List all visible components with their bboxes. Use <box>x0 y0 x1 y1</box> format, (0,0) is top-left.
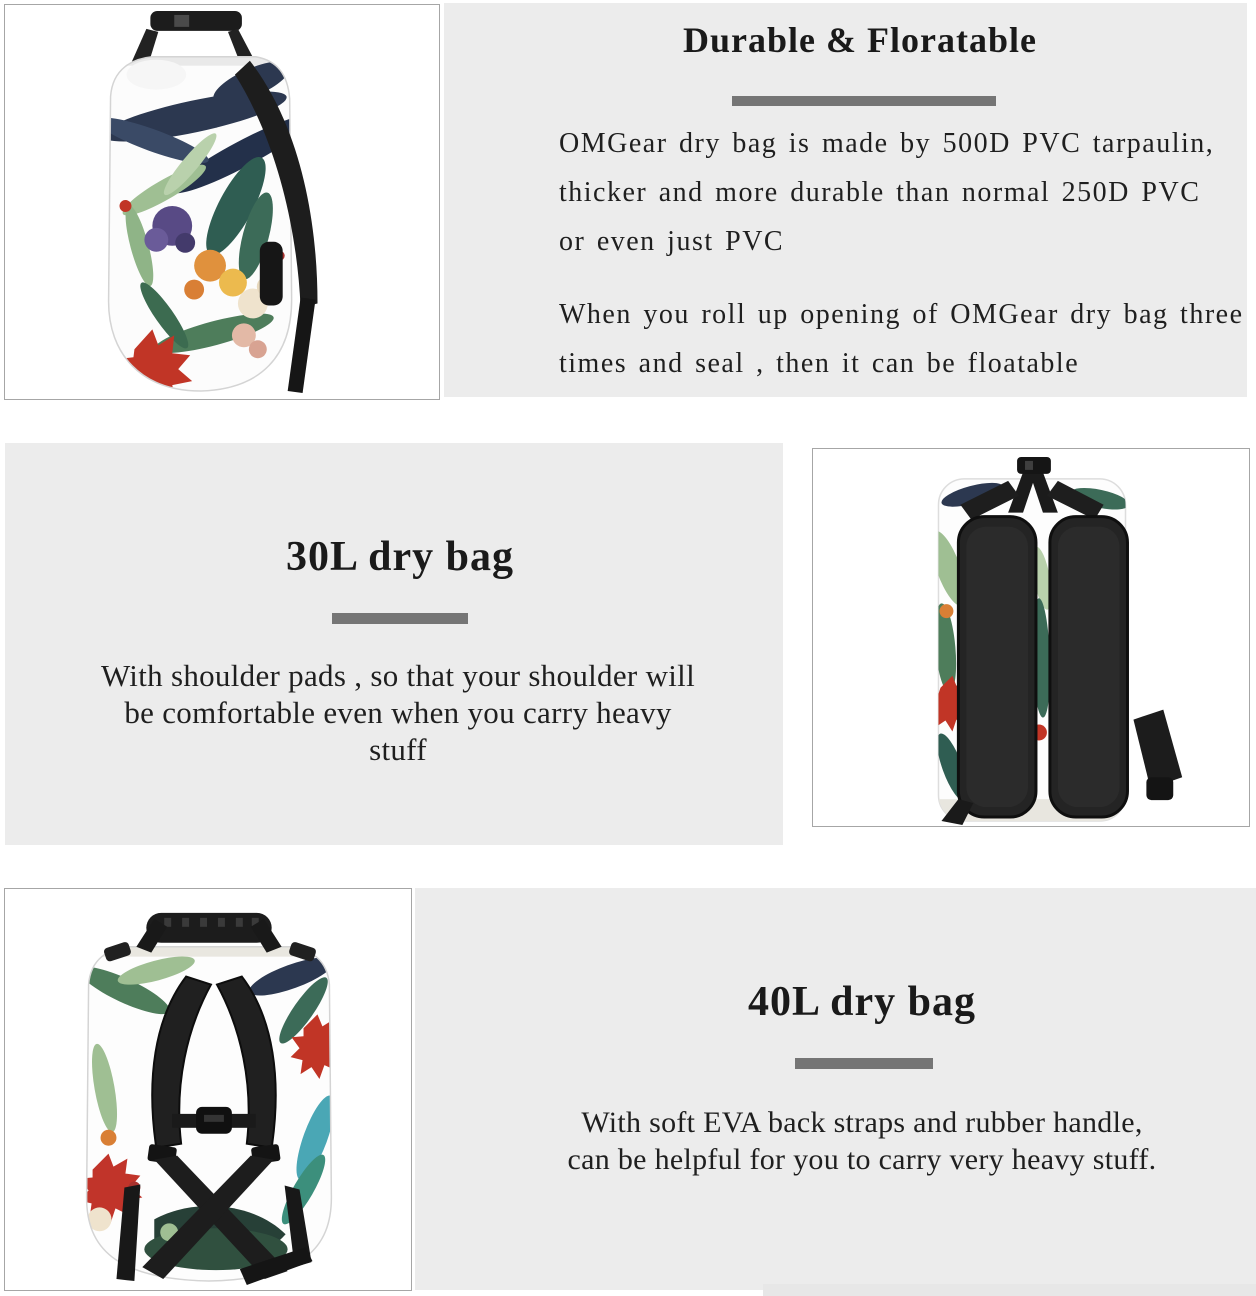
floral-dry-bag-front-image <box>5 5 439 399</box>
text-line: times and seal , then it can be floatable <box>559 348 1080 379</box>
section-divider <box>332 613 468 624</box>
dry-bag-back-straps-image <box>5 889 411 1290</box>
text-line: With soft EVA back straps and rubber handle, <box>581 1106 1143 1139</box>
text-line: thicker and more durable than normal 250D PVC <box>559 177 1201 208</box>
text-line: When you roll up opening of OMGear dry bag three <box>559 299 1244 330</box>
thirty-liter-body <box>98 657 698 768</box>
durable-heading: Durable & Floratable <box>683 20 1037 60</box>
next-section-edge <box>763 1284 1256 1296</box>
text-line: With shoulder pads , so that your shoulder will <box>100 658 696 693</box>
forty-liter-panel <box>415 888 1256 1290</box>
text-line: OMGear dry bag is made by 500D PVC tarpaulin, <box>559 128 1215 159</box>
thirty-liter-heading: 30L dry bag <box>285 534 515 580</box>
back-view-straps-photo <box>4 888 412 1291</box>
back-view-pads-photo <box>812 448 1250 827</box>
text-line: can be helpful for you to carry very heavy stuff. <box>567 1143 1157 1176</box>
section-divider <box>795 1058 933 1069</box>
text-line: be comfortable even when you carry heavy stuff <box>124 695 672 767</box>
section-divider <box>732 96 996 106</box>
front-view-photo <box>4 4 440 400</box>
dry-bag-back-pads-image <box>813 449 1249 826</box>
forty-liter-body <box>562 1104 1162 1178</box>
durable-paragraph-1 <box>559 119 1256 266</box>
forty-liter-heading: 40L dry bag <box>747 979 977 1025</box>
text-line: or even just PVC <box>559 226 785 257</box>
durable-paragraph-2 <box>559 290 1256 388</box>
durable-panel <box>444 3 1247 397</box>
thirty-liter-panel <box>5 443 783 845</box>
